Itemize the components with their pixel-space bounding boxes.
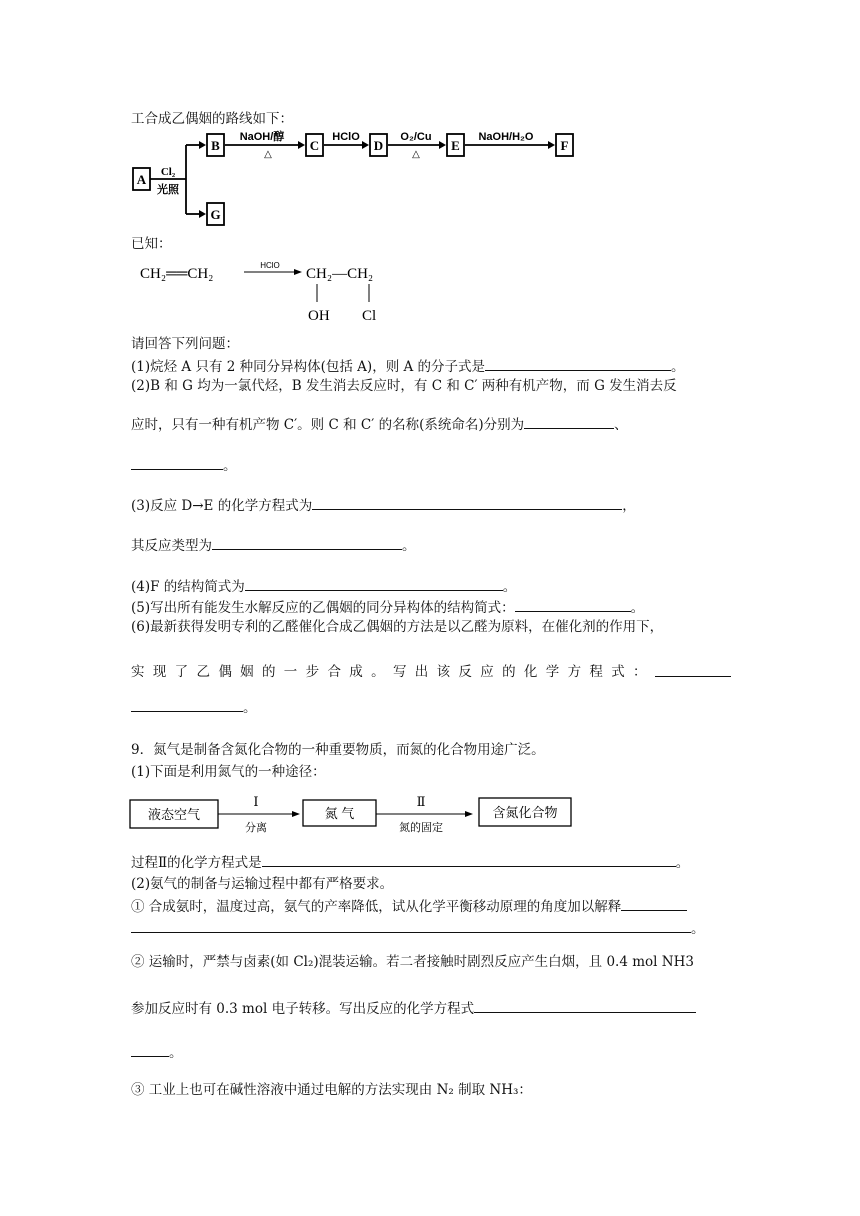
- q6-line2-char: 合: [327, 664, 341, 680]
- q6-line2-char: 学: [545, 664, 560, 680]
- route-intro: 工合成乙偶姻的路线如下：: [131, 111, 293, 127]
- q6-line2-char: 该: [436, 664, 451, 680]
- synthesis-route-diagram: [128, 126, 588, 232]
- node-a: A: [136, 172, 147, 187]
- q6-line2-char: 偶: [218, 664, 232, 680]
- flow-step-2: Ⅱ: [416, 794, 426, 809]
- known-reaction: [136, 258, 416, 328]
- q4-answer-blank[interactable]: [245, 577, 503, 591]
- flow-box-nitrogen: 氮 气: [324, 806, 355, 821]
- node-c: C: [309, 138, 320, 153]
- known-label: 已知：: [131, 236, 172, 252]
- q6-line2-char: 方: [567, 664, 582, 680]
- q9-2a-blank-1[interactable]: [621, 897, 687, 911]
- cond-de: O₂/Cu: [400, 131, 432, 143]
- q1-text: (1)烷烃 A 只有 2 种同分异构体(包括 A)，则 A 的分子式是: [131, 359, 486, 375]
- q6-line2-char: 程: [589, 664, 603, 680]
- cl-group: Cl: [362, 308, 377, 324]
- q6-line2-char: 现: [152, 664, 167, 680]
- q9-process2-blank[interactable]: [262, 853, 676, 867]
- question-6-line3: 。: [131, 698, 257, 717]
- q6-line2-char: 。: [371, 664, 385, 680]
- flow-step-1-label: 分离: [245, 822, 267, 834]
- q3-type-blank[interactable]: [212, 536, 402, 550]
- question-2-line2: 应时，只有一种有机产物 C′。则 C 和 C′ 的名称(系统命名)分别为 、: [131, 417, 628, 433]
- cond-a-cl2: Cl₂: [160, 166, 176, 178]
- question-4: (4)F 的结构简式为 。: [131, 579, 517, 595]
- q6-line2-char: ：: [633, 664, 647, 680]
- nitrogen-flow-diagram: [128, 786, 578, 838]
- questions-intro: 请回答下列问题：: [131, 336, 239, 352]
- flow-box-liquid-air: 液态空气: [147, 807, 201, 822]
- question-6-line1: (6)最新获得发明专利的乙醛催化合成乙偶姻的方法是以乙醛为原料，在催化剂的作用下，: [131, 619, 664, 635]
- q6-line2-char: 反: [458, 664, 472, 680]
- q6-line2-char: 式: [611, 664, 625, 680]
- q6-line2-char: 一: [283, 664, 298, 680]
- node-g: G: [210, 207, 221, 222]
- q6-line2-char: 化: [523, 664, 538, 680]
- question-9-part2: (2)氨气的制备与运输过程中都有严格要求。: [131, 876, 394, 892]
- q6-answer-blank-1[interactable]: [655, 663, 731, 677]
- question-9-part2b-line3: 。: [131, 1043, 183, 1062]
- cond-bc: NaOH/醇: [239, 131, 285, 143]
- cond-de-heat: △: [412, 149, 420, 160]
- q6-line2-char: 实: [131, 664, 145, 680]
- cond-cd: HClO: [332, 131, 360, 143]
- reagent-label: HClO: [260, 261, 280, 270]
- node-b: B: [211, 138, 220, 153]
- cond-bc-heat: △: [264, 149, 272, 160]
- q6-answer-blank-2[interactable]: [131, 698, 243, 712]
- q6-line2-char: 成: [349, 664, 363, 680]
- q6-line2-char: 应: [480, 664, 494, 680]
- q6-line2-char: 的: [261, 664, 276, 680]
- question-9-part2a-line2: 。: [131, 919, 705, 938]
- q9-2b-blank-1[interactable]: [474, 999, 696, 1013]
- q6-line2-char: 步: [305, 664, 320, 680]
- q1-answer-blank[interactable]: [485, 357, 671, 371]
- question-1: (1)烷烃 A 只有 2 种同分异构体(包括 A)，则 A 的分子式是 。: [131, 359, 685, 375]
- node-f: F: [560, 138, 569, 153]
- question-9-part2b-line2: 参加反应时有 0.3 mol 电子转移。写出反应的化学方程式: [131, 999, 696, 1018]
- node-d: D: [373, 138, 384, 153]
- q6-line2-char: 了: [174, 664, 189, 680]
- q2-answer-blank-c-prime[interactable]: [131, 456, 223, 470]
- flow-step-1: Ⅰ: [253, 794, 259, 809]
- cond-ef: NaOH/H₂O: [478, 131, 534, 143]
- cond-a-light: 光照: [157, 184, 179, 196]
- question-6-line2: [131, 663, 731, 681]
- question-9-part2c: ③ 工业上也可在碱性溶液中通过电解的方法实现由 N₂ 制取 NH₃：: [131, 1082, 532, 1098]
- q2-answer-blank-c[interactable]: [524, 415, 614, 429]
- question-9-title: 9．氮气是制备含氮化合物的一种重要物质，而氮的化合物用途广泛。: [131, 742, 545, 758]
- q5-answer-blank[interactable]: [515, 598, 631, 612]
- oh-group: OH: [308, 308, 330, 324]
- question-5: (5)写出所有能发生水解反应的乙偶姻的同分异构体的结构简式： 。: [131, 600, 645, 616]
- q6-line2-char: 出: [414, 664, 429, 680]
- q6-line2-char: 写: [392, 664, 407, 680]
- question-9-part2b-line1: ② 运输时，严禁与卤素(如 Cl₂)混装运输。若二者接触时剧烈反应产生白烟，且 0.4 mol NH3: [131, 954, 694, 970]
- question-3b: 其反应类型为 。: [131, 538, 416, 554]
- q3-equation-blank[interactable]: [312, 496, 622, 510]
- question-3a: (3)反应 D→E 的化学方程式为 ，: [131, 498, 636, 514]
- flow-step-2-label: 氮的固定: [399, 822, 443, 834]
- flow-box-nitrogen-compounds: 含氮化合物: [492, 805, 558, 820]
- question-2-line1: (2)B 和 G 均为一氯代烃，B 发生消去反应时，有 C 和 C′ 两种有机产物，而 G 发生消去反: [131, 378, 677, 394]
- node-e: E: [451, 138, 460, 153]
- question-9-process2: 过程Ⅱ的化学方程式是 。: [131, 855, 690, 871]
- q9-2b-blank-2[interactable]: [131, 1043, 169, 1057]
- product-formula: CH₂—CH₂: [306, 266, 374, 282]
- q9-2a-blank-2[interactable]: [131, 919, 691, 933]
- question-9-part2a: ① 合成氨时，温度过高，氨气的产率降低，试从化学平衡移动原理的角度加以解释: [131, 897, 687, 916]
- question-2-line3: 。: [131, 456, 237, 475]
- q6-line2-char: 姻: [240, 664, 254, 680]
- q6-line2-char: 乙: [196, 664, 210, 680]
- reactant-formula: CH₂══CH₂: [140, 266, 214, 282]
- question-9-part1: (1)下面是利用氮气的一种途径：: [131, 764, 326, 780]
- q6-line2-char: 的: [502, 664, 516, 680]
